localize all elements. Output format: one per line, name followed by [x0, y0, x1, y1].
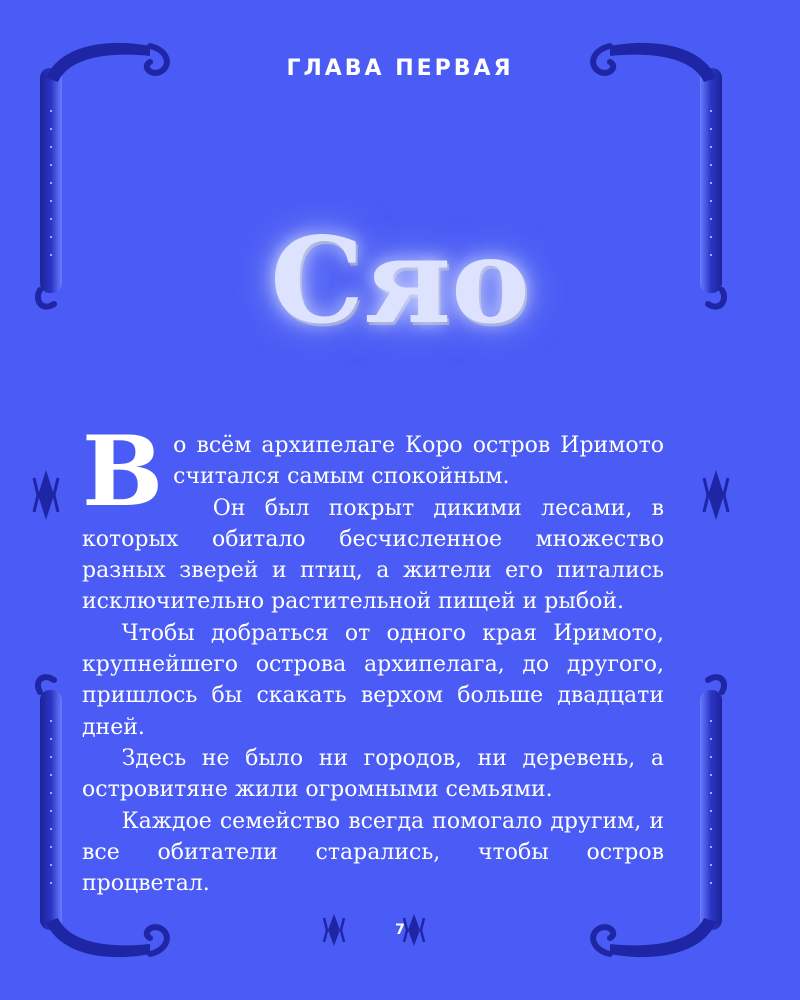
- page-number: 7: [395, 922, 405, 938]
- side-diamond-right: [704, 470, 728, 520]
- body-text: [82, 415, 664, 899]
- drop-cap: В: [82, 415, 164, 528]
- paragraph-2: Он был покрыт дикими лесами, в которых обитало бесчисленное множество разных зверей и птиц, а жители его питались исключительно растительной пищей и рыбой.: [82, 495, 664, 615]
- chapter-title: Сяо: [270, 211, 530, 350]
- paragraph-5: Каждое семейство всегда помогало другим, и все обитатели старались, чтобы остров процветал.: [82, 808, 664, 897]
- side-diamond-left: [34, 470, 58, 520]
- paragraph-1: [82, 415, 664, 528]
- paragraph-4: Здесь не было ни городов, ни деревень, а островитяне жили огромными семьями.: [82, 745, 664, 803]
- chapter-label: ГЛАВА ПЕРВАЯ: [286, 56, 514, 81]
- paragraph-3: Чтобы добраться от одного края Иримото, крупнейшего острова архипелага, до другого, пришлось бы скакать верхом больше двадцати дней.: [82, 620, 664, 740]
- paragraph-1-text: о всём архипелаге Коро остров Иримото считался самым спокойным.: [173, 433, 664, 490]
